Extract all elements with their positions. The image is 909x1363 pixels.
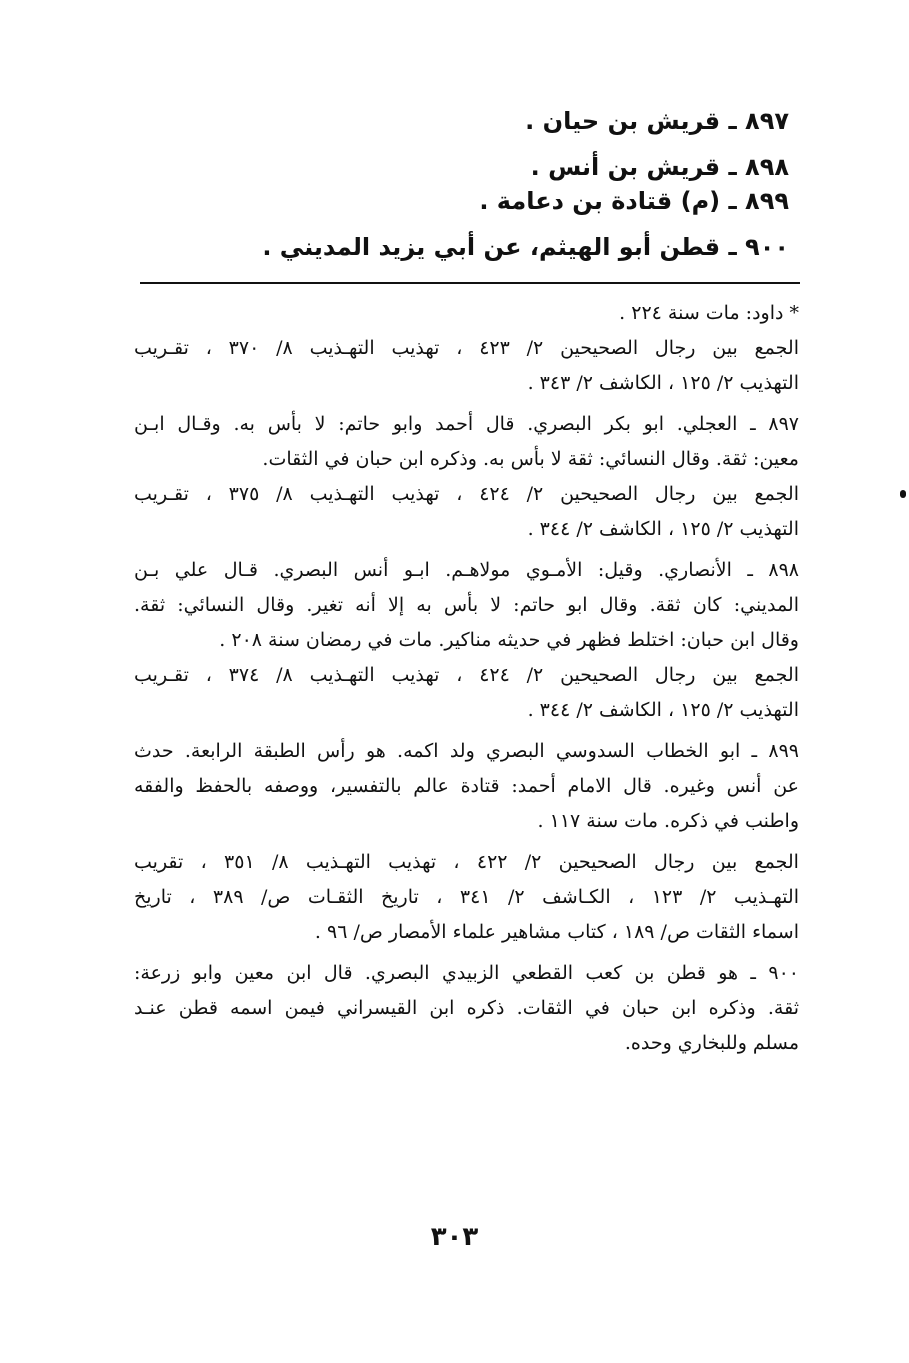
note-dawud — [134, 296, 799, 401]
note-line: التهذيب ٢/ ١٢٥ ، الكاشف ٢/ ٣٤٤ . — [527, 699, 799, 721]
note-line: * داود: مات سنة ٢٢٤ . — [619, 302, 799, 324]
main-entry-900: ٩٠٠ ـ قطن أبو الهيثم، عن أبي يزيد المديني . — [262, 233, 789, 261]
note-898 — [134, 553, 799, 728]
note-line: الجمع بين رجال الصحيحين ٢/ ٤٢٣ ، تهذيب التهـذيب ٨/ ٣٧٠ ، تقـريب — [134, 337, 799, 359]
note-line: مسلم وللبخاري وحده. — [624, 1032, 799, 1054]
note-900 — [134, 956, 799, 1061]
note-line: ٨٩٧ ـ العجلي. ابو بكر البصري. قال أحمد وابو حاتم: لا بأس به. وقـال ابـن — [134, 413, 799, 435]
main-entry-897: ٨٩٧ ـ قريش بن حيان . — [525, 107, 789, 135]
note-line: التهـذيب ٢/ ١٢٣ ، الكـاشف ٢/ ٣٤١ ، تاريخ الثقـات ص/ ٣٨٩ ، تاريخ — [134, 886, 799, 908]
note-line: اسماء الثقات ص/ ١٨٩ ، كتاب مشاهير علماء الأمصار ص/ ٩٦ . — [314, 921, 799, 943]
main-entry-899: ٨٩٩ ـ (م) قتادة بن دعامة . — [479, 187, 789, 215]
note-897 — [134, 407, 799, 547]
note-line: التهذيب ٢/ ١٢٥ ، الكاشف ٢/ ٣٤٤ . — [527, 518, 799, 540]
note-line: ٩٠٠ ـ هو قطن بن كعب القطعي الزبيدي البصري. قال ابن معين وابو زرعة: — [134, 962, 799, 984]
main-entry-898: ٨٩٨ ـ قريش بن أنس . — [530, 153, 789, 181]
note-line: واطنب في ذكره. مات سنة ١١٧ . — [537, 810, 799, 832]
footnotes — [134, 296, 799, 1067]
note-line: ثقة. وذكره ابن حبان في الثقات. ذكره ابن القيسراني فيمن اسمه قطن عنـد — [134, 997, 799, 1019]
note-line: ٨٩٩ ـ ابو الخطاب السدوسي البصري ولد اكمه. هو رأس الطبقة الرابعة. حدث — [134, 740, 799, 762]
note-line: الجمع بين رجال الصحيحين ٢/ ٤٢٢ ، تهذيب التهـذيب ٨/ ٣٥١ ، تقريب — [134, 851, 799, 873]
note-line: وقال ابن حبان: اختلط فظهر في حديثه مناكير. مات في رمضان سنة ٢٠٨ . — [219, 629, 799, 651]
note-line: عن أنس وغيره. قال الامام أحمد: قتادة عالم بالتفسير، ووصفه بالحفظ والفقه — [134, 775, 799, 797]
note-line: المديني: كان ثقة. وقال ابو حاتم: لا بأس به إلا أنه تغير. وقال النسائي: ثقة. — [134, 594, 799, 616]
note-line: التهذيب ٢/ ١٢٥ ، الكاشف ٢/ ٣٤٣ . — [527, 372, 799, 394]
note-line: الجمع بين رجال الصحيحين ٢/ ٤٢٤ ، تهذيب التهـذيب ٨/ ٣٧٥ ، تقـريب — [134, 483, 799, 505]
footnote-separator — [140, 282, 800, 284]
margin-mark — [900, 490, 906, 498]
page-number: ٣٠٣ — [430, 1222, 479, 1252]
note-899 — [134, 734, 799, 950]
main-entries — [129, 100, 789, 268]
note-line: الجمع بين رجال الصحيحين ٢/ ٤٢٤ ، تهذيب التهـذيب ٨/ ٣٧٤ ، تقـريب — [134, 664, 799, 686]
note-line: ٨٩٨ ـ الأنصاري. وقيل: الأمـوي مولاهـم. ابـو أنس البصري. قـال علي بـن — [134, 559, 799, 581]
note-line: معين: ثقة. وقال النسائي: ثقة لا بأس به. وذكره ابن حبان في الثقات. — [262, 448, 799, 470]
